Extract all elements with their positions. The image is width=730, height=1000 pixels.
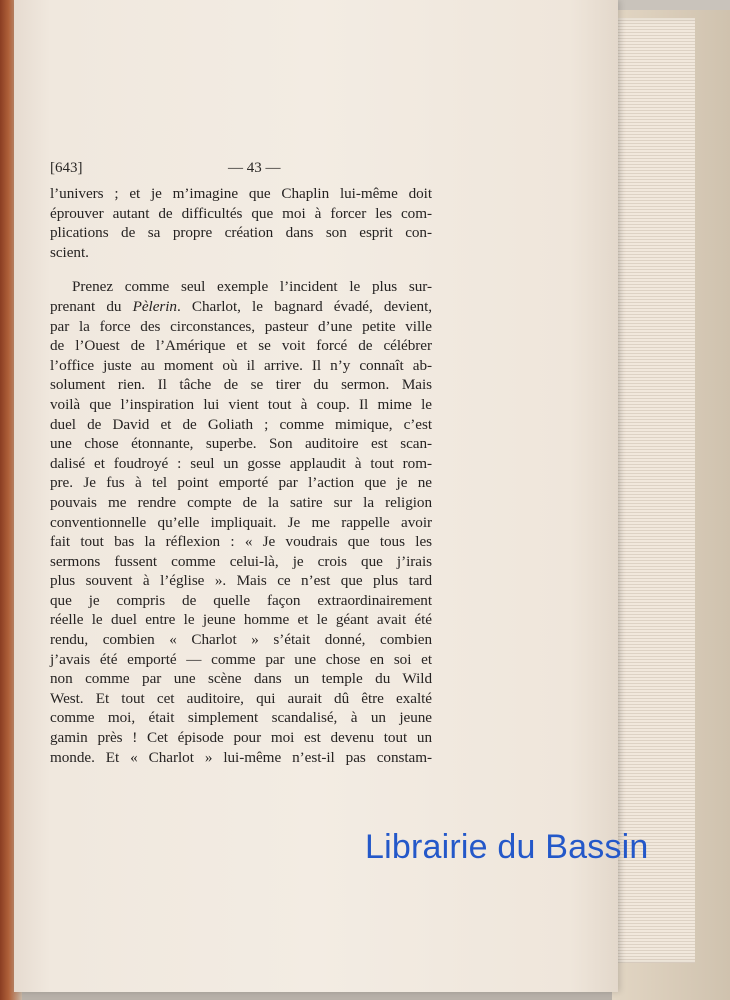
watermark-text: Librairie du Bassin xyxy=(365,828,649,866)
text-line: réelle le duel entre le jeune homme et le géant avait été xyxy=(50,611,432,629)
text-line: de l’Ouest de l’Amérique et se voit forcé de célébrer xyxy=(50,337,432,355)
text-line: West. Et tout cet auditoire, qui aurait dû être exalté xyxy=(50,689,432,707)
text-line: gamin près ! Cet épisode pour moi est devenu tout un xyxy=(50,729,432,747)
text-line: rendu, combien « Charlot » s’était donné, combien xyxy=(50,631,432,649)
text-line: monde. Et « Charlot » lui-même n’est-il pas constam- xyxy=(50,748,432,766)
text-line: par la force des circonstances, pasteur d’une petite ville xyxy=(50,317,432,335)
text-line xyxy=(50,297,432,317)
book-title-italic: Pèlerin xyxy=(132,297,177,315)
text-line: éprouver autant de difficultés que moi à forcer les com- xyxy=(50,204,432,222)
text-line: comme moi, était simplement scandalisé, à un jeune xyxy=(50,709,432,727)
text-line: conventionnelle qu’elle impliquait. Je me rappelle avoir xyxy=(50,513,432,531)
text-line: scient. xyxy=(50,243,89,261)
text-line: une chose étonnante, superbe. Son auditoire est scan- xyxy=(50,435,432,453)
text-line: Prenez comme seul exemple l’incident le plus sur- xyxy=(72,278,432,296)
text-line: plications de sa propre création dans son esprit con- xyxy=(50,224,432,242)
page-edges xyxy=(612,18,695,963)
text-line: duel de David et de Goliath ; comme mimique, c’est xyxy=(50,415,432,433)
paragraph-gap xyxy=(50,262,432,277)
text-line: j’avais été emporté — comme par une chose en soi et xyxy=(50,650,432,668)
page-number: — 43 — xyxy=(228,160,281,176)
text-line: plus souvent à l’église ». Mais ce n’est que plus tard xyxy=(50,572,432,590)
text-line: non comme par une scène dans un temple du Wild xyxy=(50,670,432,688)
body-text xyxy=(50,184,432,767)
text-line: l’univers ; et je m’imagine que Chaplin lui-même doit xyxy=(50,185,432,202)
text-line: dalisé et foudroyé : seul un gosse applaudit à tout rom- xyxy=(50,454,432,472)
page-reference: [643] xyxy=(50,160,83,176)
text-line-start: prenant du Pèlerin. Charlot, le bagnard évadé, devient, xyxy=(50,297,432,315)
text-line: pouvais me rendre compte de la satire sur la religion xyxy=(50,493,432,511)
text-line: solument rien. Il tâche de se tirer du sermon. Mais xyxy=(50,376,432,394)
text-line: sermons fussent comme celui-là, je crois que j’irais xyxy=(50,552,432,570)
text-line: que je compris de quelle façon extraordinairement xyxy=(50,591,432,609)
text-line: pre. Je fus à tel point emporté par l’action que je ne xyxy=(50,474,432,492)
page-header xyxy=(50,160,450,182)
text-line: fait tout bas la réflexion : « Je voudrais que tous les xyxy=(50,533,432,551)
text-line: l’office juste au moment où il arrive. Il n’y connaît ab- xyxy=(50,356,432,374)
text-line: voilà que l’inspiration lui vient tout à coup. Il mime le xyxy=(50,395,432,413)
